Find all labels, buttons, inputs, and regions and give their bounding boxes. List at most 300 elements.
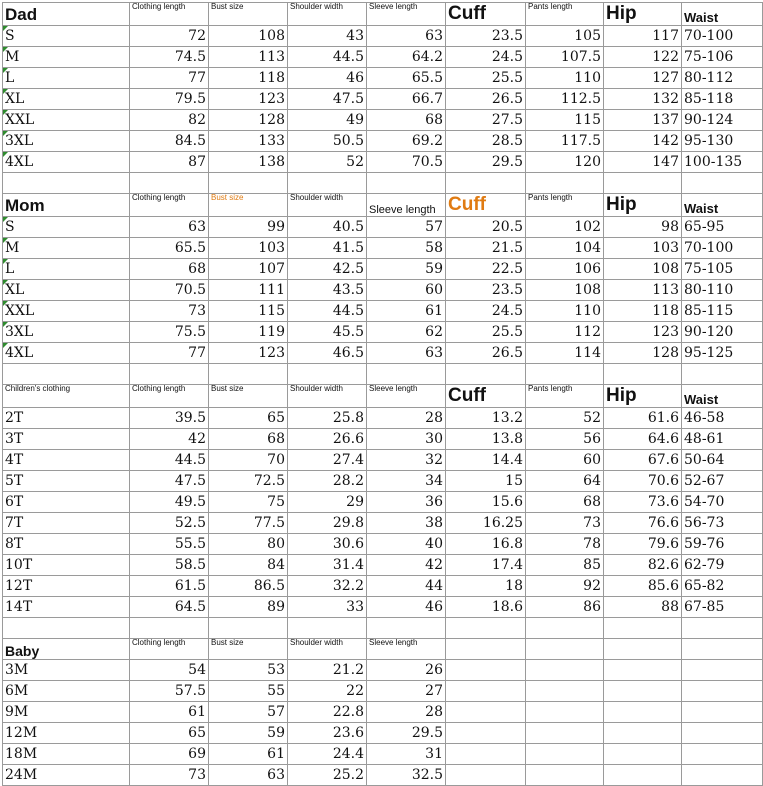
empty-cell (604, 173, 682, 194)
dad-shoulder-width-cell: 44.5 (288, 47, 367, 68)
dad-size-cell: S (3, 26, 130, 47)
dad-sleeve-length-cell: 68 (367, 110, 446, 131)
mom-pants-length-cell: 102 (526, 217, 604, 238)
children-clothing-length-cell: 47.5 (130, 471, 209, 492)
children-waist-cell: 52-67 (682, 471, 763, 492)
children-pants-length-cell: 68 (526, 492, 604, 513)
mom-shoulder-width-cell: 43.5 (288, 280, 367, 301)
empty-cell (604, 618, 682, 639)
dad-hip-cell: 132 (604, 89, 682, 110)
empty-cell (526, 173, 604, 194)
dad-cuff-cell: 26.5 (446, 89, 526, 110)
mom-hip-cell: 118 (604, 301, 682, 322)
empty-cell (682, 660, 763, 681)
baby-size-cell: 12M (3, 723, 130, 744)
children-header-clothing-length: Clothing length (130, 385, 209, 408)
dad-pants-length-cell: 105 (526, 26, 604, 47)
empty-cell (288, 364, 367, 385)
children-sleeve-length-cell: 42 (367, 555, 446, 576)
mom-header-size: Mom (3, 194, 130, 217)
mom-hip-cell: 98 (604, 217, 682, 238)
dad-bust-size-cell: 118 (209, 68, 288, 89)
baby-clothing-length-cell: 54 (130, 660, 209, 681)
mom-shoulder-width-cell: 44.5 (288, 301, 367, 322)
empty-cell (526, 765, 604, 786)
dad-size-cell: L (3, 68, 130, 89)
dad-waist-cell: 85-118 (682, 89, 763, 110)
table-row (3, 471, 763, 492)
children-size-cell: 14T (3, 597, 130, 618)
table-row (3, 343, 763, 364)
table-row (3, 152, 763, 173)
dad-clothing-length-cell: 77 (130, 68, 209, 89)
dad-sleeve-length-cell: 66.7 (367, 89, 446, 110)
dad-header-clothing-length: Clothing length (130, 3, 209, 26)
children-hip-cell: 61.6 (604, 408, 682, 429)
empty-cell (682, 618, 763, 639)
children-waist-cell: 54-70 (682, 492, 763, 513)
dad-clothing-length-cell: 72 (130, 26, 209, 47)
dad-shoulder-width-cell: 49 (288, 110, 367, 131)
children-waist-cell: 46-58 (682, 408, 763, 429)
children-hip-cell: 76.6 (604, 513, 682, 534)
table-row (3, 26, 763, 47)
children-cuff-cell: 16.8 (446, 534, 526, 555)
baby-sleeve-length-cell: 26 (367, 660, 446, 681)
children-cuff-cell: 15.6 (446, 492, 526, 513)
mom-waist-cell: 85-115 (682, 301, 763, 322)
children-cuff-cell: 17.4 (446, 555, 526, 576)
children-waist-cell: 48-61 (682, 429, 763, 450)
dad-waist-cell: 70-100 (682, 26, 763, 47)
table-row (3, 301, 763, 322)
empty-cell (446, 765, 526, 786)
dad-size-cell: 3XL (3, 131, 130, 152)
mom-header-waist: Waist (682, 194, 763, 217)
mom-bust-size-cell: 111 (209, 280, 288, 301)
mom-header-row (3, 194, 763, 217)
table-row (3, 89, 763, 110)
empty-cell (130, 173, 209, 194)
dad-shoulder-width-cell: 43 (288, 26, 367, 47)
mom-waist-cell: 65-95 (682, 217, 763, 238)
mom-waist-cell: 75-105 (682, 259, 763, 280)
children-pants-length-cell: 92 (526, 576, 604, 597)
dad-bust-size-cell: 123 (209, 89, 288, 110)
baby-shoulder-width-cell: 24.4 (288, 744, 367, 765)
dad-size-cell: 4XL (3, 152, 130, 173)
empty-cell (446, 681, 526, 702)
mom-shoulder-width-cell: 46.5 (288, 343, 367, 364)
dad-clothing-length-cell: 74.5 (130, 47, 209, 68)
table-row (3, 576, 763, 597)
children-size-cell: 8T (3, 534, 130, 555)
mom-sleeve-length-cell: 57 (367, 217, 446, 238)
mom-header-cuff: Cuff (446, 194, 526, 217)
dad-cuff-cell: 29.5 (446, 152, 526, 173)
empty-cell (367, 618, 446, 639)
mom-pants-length-cell: 114 (526, 343, 604, 364)
table-row (3, 723, 763, 744)
dad-waist-cell: 100-135 (682, 152, 763, 173)
dad-header-hip: Hip (604, 3, 682, 26)
mom-bust-size-cell: 107 (209, 259, 288, 280)
empty-cell (526, 660, 604, 681)
mom-size-cell: XL (3, 280, 130, 301)
dad-header-row (3, 3, 763, 26)
empty-cell (130, 364, 209, 385)
empty-cell (526, 702, 604, 723)
children-size-cell: 6T (3, 492, 130, 513)
mom-clothing-length-cell: 65.5 (130, 238, 209, 259)
empty-cell (526, 744, 604, 765)
mom-sleeve-length-cell: 62 (367, 322, 446, 343)
mom-sleeve-length-cell: 63 (367, 343, 446, 364)
children-shoulder-width-cell: 31.4 (288, 555, 367, 576)
children-size-cell: 7T (3, 513, 130, 534)
empty-cell (209, 618, 288, 639)
children-clothing-length-cell: 58.5 (130, 555, 209, 576)
dad-bust-size-cell: 133 (209, 131, 288, 152)
children-cuff-cell: 18.6 (446, 597, 526, 618)
dad-size-cell: M (3, 47, 130, 68)
children-hip-cell: 79.6 (604, 534, 682, 555)
dad-cuff-cell: 28.5 (446, 131, 526, 152)
mom-shoulder-width-cell: 42.5 (288, 259, 367, 280)
mom-cuff-cell: 23.5 (446, 280, 526, 301)
mom-sleeve-length-cell: 61 (367, 301, 446, 322)
mom-cuff-cell: 24.5 (446, 301, 526, 322)
mom-cuff-cell: 26.5 (446, 343, 526, 364)
dad-cuff-cell: 27.5 (446, 110, 526, 131)
children-cuff-cell: 13.2 (446, 408, 526, 429)
baby-clothing-length-cell: 61 (130, 702, 209, 723)
mom-cuff-cell: 21.5 (446, 238, 526, 259)
table-row (3, 513, 763, 534)
children-sleeve-length-cell: 40 (367, 534, 446, 555)
children-bust-size-cell: 80 (209, 534, 288, 555)
children-hip-cell: 67.6 (604, 450, 682, 471)
mom-shoulder-width-cell: 40.5 (288, 217, 367, 238)
empty-cell (682, 364, 763, 385)
children-header-shoulder-width: Shoulder width (288, 385, 367, 408)
mom-bust-size-cell: 123 (209, 343, 288, 364)
mom-clothing-length-cell: 75.5 (130, 322, 209, 343)
children-cuff-cell: 13.8 (446, 429, 526, 450)
children-hip-cell: 64.6 (604, 429, 682, 450)
children-sleeve-length-cell: 28 (367, 408, 446, 429)
children-size-cell: 5T (3, 471, 130, 492)
empty-cell (367, 364, 446, 385)
baby-header-size: Baby (3, 639, 130, 660)
dad-header-waist: Waist (682, 3, 763, 26)
empty-cell (682, 173, 763, 194)
mom-sleeve-length-cell: 60 (367, 280, 446, 301)
children-cuff-cell: 14.4 (446, 450, 526, 471)
children-size-cell: 12T (3, 576, 130, 597)
baby-bust-size-cell: 53 (209, 660, 288, 681)
table-row (3, 131, 763, 152)
dad-shoulder-width-cell: 46 (288, 68, 367, 89)
table-row (3, 681, 763, 702)
spacer-row (3, 364, 763, 385)
children-shoulder-width-cell: 27.4 (288, 450, 367, 471)
dad-sleeve-length-cell: 65.5 (367, 68, 446, 89)
dad-header-cuff: Cuff (446, 3, 526, 26)
empty-cell (526, 639, 604, 660)
table-row (3, 238, 763, 259)
baby-shoulder-width-cell: 23.6 (288, 723, 367, 744)
children-waist-cell: 59-76 (682, 534, 763, 555)
mom-waist-cell: 80-110 (682, 280, 763, 301)
table-row (3, 47, 763, 68)
children-bust-size-cell: 86.5 (209, 576, 288, 597)
dad-size-cell: XL (3, 89, 130, 110)
children-size-cell: 10T (3, 555, 130, 576)
mom-bust-size-cell: 115 (209, 301, 288, 322)
children-pants-length-cell: 73 (526, 513, 604, 534)
baby-clothing-length-cell: 57.5 (130, 681, 209, 702)
table-row (3, 280, 763, 301)
mom-clothing-length-cell: 63 (130, 217, 209, 238)
dad-waist-cell: 75-106 (682, 47, 763, 68)
dad-pants-length-cell: 110 (526, 68, 604, 89)
empty-cell (446, 660, 526, 681)
empty-cell (3, 173, 130, 194)
mom-size-cell: M (3, 238, 130, 259)
children-size-cell: 2T (3, 408, 130, 429)
mom-waist-cell: 70-100 (682, 238, 763, 259)
dad-hip-cell: 142 (604, 131, 682, 152)
children-waist-cell: 65-82 (682, 576, 763, 597)
children-sleeve-length-cell: 30 (367, 429, 446, 450)
children-hip-cell: 73.6 (604, 492, 682, 513)
children-bust-size-cell: 77.5 (209, 513, 288, 534)
table-row (3, 68, 763, 89)
children-clothing-length-cell: 44.5 (130, 450, 209, 471)
empty-cell (130, 618, 209, 639)
mom-header-pants-length: Pants length (526, 194, 604, 217)
children-bust-size-cell: 72.5 (209, 471, 288, 492)
children-pants-length-cell: 78 (526, 534, 604, 555)
mom-hip-cell: 113 (604, 280, 682, 301)
children-bust-size-cell: 84 (209, 555, 288, 576)
mom-pants-length-cell: 106 (526, 259, 604, 280)
empty-cell (682, 765, 763, 786)
empty-cell (446, 364, 526, 385)
mom-clothing-length-cell: 68 (130, 259, 209, 280)
table-row (3, 259, 763, 280)
children-header-row (3, 385, 763, 408)
children-waist-cell: 50-64 (682, 450, 763, 471)
children-waist-cell: 62-79 (682, 555, 763, 576)
mom-clothing-length-cell: 77 (130, 343, 209, 364)
mom-header-hip: Hip (604, 194, 682, 217)
children-hip-cell: 82.6 (604, 555, 682, 576)
baby-header-shoulder-width: Shoulder width (288, 639, 367, 660)
dad-hip-cell: 137 (604, 110, 682, 131)
table-row (3, 450, 763, 471)
children-size-cell: 4T (3, 450, 130, 471)
empty-cell (288, 618, 367, 639)
table-row (3, 429, 763, 450)
empty-cell (209, 173, 288, 194)
baby-clothing-length-cell: 69 (130, 744, 209, 765)
baby-clothing-length-cell: 73 (130, 765, 209, 786)
children-sleeve-length-cell: 36 (367, 492, 446, 513)
table-row (3, 597, 763, 618)
baby-size-cell: 9M (3, 702, 130, 723)
dad-pants-length-cell: 117.5 (526, 131, 604, 152)
baby-sleeve-length-cell: 32.5 (367, 765, 446, 786)
mom-header-bust-size: Bust size (209, 194, 288, 217)
mom-waist-cell: 95-125 (682, 343, 763, 364)
mom-clothing-length-cell: 70.5 (130, 280, 209, 301)
baby-sleeve-length-cell: 27 (367, 681, 446, 702)
dad-pants-length-cell: 107.5 (526, 47, 604, 68)
empty-cell (526, 618, 604, 639)
empty-cell (526, 364, 604, 385)
empty-cell (604, 723, 682, 744)
children-shoulder-width-cell: 28.2 (288, 471, 367, 492)
children-pants-length-cell: 64 (526, 471, 604, 492)
mom-header-shoulder-width: Shoulder width (288, 194, 367, 217)
baby-sleeve-length-cell: 29.5 (367, 723, 446, 744)
table-row (3, 408, 763, 429)
dad-clothing-length-cell: 84.5 (130, 131, 209, 152)
dad-bust-size-cell: 113 (209, 47, 288, 68)
children-size-cell: 3T (3, 429, 130, 450)
dad-shoulder-width-cell: 50.5 (288, 131, 367, 152)
children-cuff-cell: 16.25 (446, 513, 526, 534)
children-bust-size-cell: 68 (209, 429, 288, 450)
children-shoulder-width-cell: 33 (288, 597, 367, 618)
baby-header-row (3, 639, 763, 660)
children-sleeve-length-cell: 34 (367, 471, 446, 492)
spacer-row (3, 173, 763, 194)
empty-cell (682, 723, 763, 744)
children-header-sleeve-length: Sleeve length (367, 385, 446, 408)
mom-bust-size-cell: 119 (209, 322, 288, 343)
mom-pants-length-cell: 112 (526, 322, 604, 343)
dad-clothing-length-cell: 79.5 (130, 89, 209, 110)
baby-shoulder-width-cell: 22.8 (288, 702, 367, 723)
mom-clothing-length-cell: 73 (130, 301, 209, 322)
table-row (3, 702, 763, 723)
empty-cell (446, 723, 526, 744)
dad-header-sleeve-length: Sleeve length (367, 3, 446, 26)
empty-cell (3, 364, 130, 385)
children-waist-cell: 56-73 (682, 513, 763, 534)
children-clothing-length-cell: 55.5 (130, 534, 209, 555)
dad-sleeve-length-cell: 70.5 (367, 152, 446, 173)
dad-waist-cell: 95-130 (682, 131, 763, 152)
children-cuff-cell: 18 (446, 576, 526, 597)
spacer-row (3, 618, 763, 639)
dad-header-pants-length: Pants length (526, 3, 604, 26)
children-clothing-length-cell: 64.5 (130, 597, 209, 618)
empty-cell (604, 744, 682, 765)
children-clothing-length-cell: 52.5 (130, 513, 209, 534)
dad-pants-length-cell: 115 (526, 110, 604, 131)
dad-cuff-cell: 25.5 (446, 68, 526, 89)
empty-cell (604, 660, 682, 681)
empty-cell (604, 639, 682, 660)
children-pants-length-cell: 52 (526, 408, 604, 429)
dad-hip-cell: 117 (604, 26, 682, 47)
dad-cuff-cell: 24.5 (446, 47, 526, 68)
mom-waist-cell: 90-120 (682, 322, 763, 343)
mom-cuff-cell: 22.5 (446, 259, 526, 280)
children-pants-length-cell: 60 (526, 450, 604, 471)
children-bust-size-cell: 75 (209, 492, 288, 513)
dad-hip-cell: 127 (604, 68, 682, 89)
children-header-bust-size: Bust size (209, 385, 288, 408)
empty-cell (446, 618, 526, 639)
table-row (3, 765, 763, 786)
baby-shoulder-width-cell: 22 (288, 681, 367, 702)
table-row (3, 322, 763, 343)
mom-size-cell: XXL (3, 301, 130, 322)
children-pants-length-cell: 86 (526, 597, 604, 618)
baby-size-cell: 18M (3, 744, 130, 765)
mom-bust-size-cell: 99 (209, 217, 288, 238)
mom-pants-length-cell: 108 (526, 280, 604, 301)
dad-shoulder-width-cell: 47.5 (288, 89, 367, 110)
mom-pants-length-cell: 110 (526, 301, 604, 322)
dad-clothing-length-cell: 87 (130, 152, 209, 173)
empty-cell (604, 364, 682, 385)
children-bust-size-cell: 70 (209, 450, 288, 471)
baby-header-sleeve-length: Sleeve length (367, 639, 446, 660)
dad-size-cell: XXL (3, 110, 130, 131)
children-shoulder-width-cell: 29 (288, 492, 367, 513)
dad-header-size: Dad (3, 3, 130, 26)
dad-header-bust-size: Bust size (209, 3, 288, 26)
empty-cell (682, 702, 763, 723)
children-cuff-cell: 15 (446, 471, 526, 492)
baby-shoulder-width-cell: 21.2 (288, 660, 367, 681)
table-row (3, 110, 763, 131)
children-clothing-length-cell: 49.5 (130, 492, 209, 513)
table-row (3, 217, 763, 238)
empty-cell (288, 173, 367, 194)
baby-clothing-length-cell: 65 (130, 723, 209, 744)
children-clothing-length-cell: 39.5 (130, 408, 209, 429)
children-sleeve-length-cell: 46 (367, 597, 446, 618)
children-bust-size-cell: 89 (209, 597, 288, 618)
empty-cell (682, 681, 763, 702)
children-pants-length-cell: 85 (526, 555, 604, 576)
children-waist-cell: 67-85 (682, 597, 763, 618)
mom-sleeve-length-cell: 58 (367, 238, 446, 259)
table-row (3, 555, 763, 576)
baby-shoulder-width-cell: 25.2 (288, 765, 367, 786)
dad-pants-length-cell: 112.5 (526, 89, 604, 110)
baby-bust-size-cell: 61 (209, 744, 288, 765)
mom-cuff-cell: 25.5 (446, 322, 526, 343)
children-sleeve-length-cell: 44 (367, 576, 446, 597)
table-row (3, 534, 763, 555)
dad-waist-cell: 90-124 (682, 110, 763, 131)
empty-cell (446, 702, 526, 723)
table-row (3, 492, 763, 513)
baby-bust-size-cell: 59 (209, 723, 288, 744)
dad-bust-size-cell: 138 (209, 152, 288, 173)
children-hip-cell: 88 (604, 597, 682, 618)
mom-cuff-cell: 20.5 (446, 217, 526, 238)
dad-hip-cell: 122 (604, 47, 682, 68)
